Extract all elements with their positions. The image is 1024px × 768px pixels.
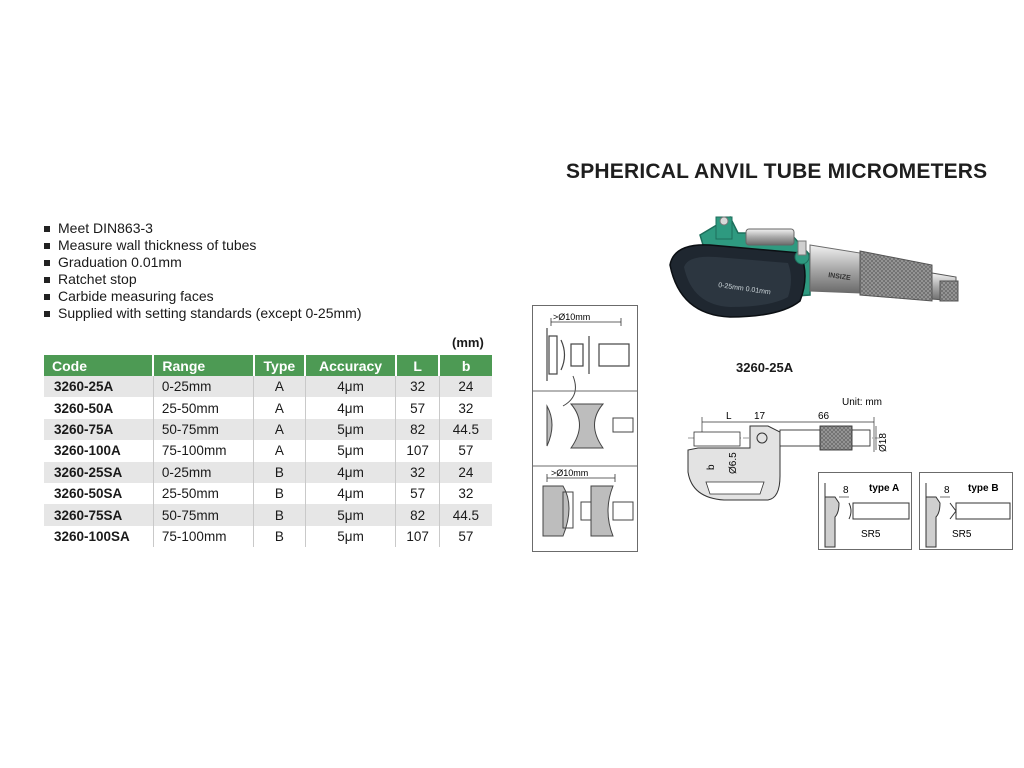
table-row [44, 483, 492, 504]
cell-b: 44.5 [439, 504, 492, 525]
table-row [44, 397, 492, 418]
sleeve [810, 245, 860, 293]
feature-item [44, 220, 361, 237]
thimble [860, 251, 932, 301]
cell-code: 3260-100A [44, 440, 153, 461]
cell-l: 32 [396, 376, 439, 397]
cell-type: A [254, 397, 306, 418]
dim-l: L [726, 411, 732, 422]
cell-code: 3260-100SA [44, 526, 153, 547]
column-header-l: L [396, 355, 439, 376]
bullet-icon [44, 311, 50, 317]
table-row [44, 440, 492, 461]
cell-l: 107 [396, 440, 439, 461]
dim-17: 17 [754, 411, 766, 422]
page-title: SPHERICAL ANVIL TUBE MICROMETERS [566, 160, 988, 183]
type-a-panel [818, 472, 912, 550]
cell-l: 57 [396, 397, 439, 418]
type-a-dim: 8 [843, 485, 849, 496]
feature-text: Carbide measuring faces [58, 288, 214, 304]
feature-text: Meet DIN863-3 [58, 220, 153, 236]
dim-b: b [706, 464, 717, 470]
frame-text: 0-25mm 0.01mm [717, 282, 772, 297]
type-a-label: type A [869, 483, 900, 494]
application-panel [532, 305, 638, 552]
cell-accuracy: 4μm [305, 483, 396, 504]
cell-range: 75-100mm [153, 526, 253, 547]
feature-text: Supplied with setting standards (except 0-25mm) [58, 305, 362, 321]
cell-l: 32 [396, 462, 439, 483]
cell-code: 3260-75A [44, 419, 153, 440]
drawing-unit-label: Unit: mm [842, 397, 882, 408]
table-row [44, 419, 492, 440]
feature-item [44, 254, 361, 271]
dim-66: 66 [818, 411, 830, 422]
cell-code: 3260-75SA [44, 504, 153, 525]
column-header-accuracy: Accuracy [305, 355, 396, 376]
cell-type: B [254, 504, 306, 525]
cell-accuracy: 4μm [305, 376, 396, 397]
cell-type: B [254, 483, 306, 504]
feature-text: Graduation 0.01mm [58, 254, 182, 270]
diameter-label-bottom: >Ø10mm [551, 468, 589, 478]
column-header-code: Code [44, 355, 153, 376]
feature-text: Ratchet stop [58, 271, 137, 287]
cell-code: 3260-50A [44, 397, 153, 418]
feature-item [44, 305, 361, 322]
type-b-panel [919, 472, 1013, 550]
cell-l: 107 [396, 526, 439, 547]
cell-type: B [254, 462, 306, 483]
feature-item [44, 237, 361, 254]
table-unit-label: (mm) [452, 335, 484, 350]
table-row [44, 526, 492, 547]
bullet-icon [44, 260, 50, 266]
cell-type: A [254, 376, 306, 397]
bullet-icon [44, 294, 50, 300]
bullet-icon [44, 243, 50, 249]
application-diagram-1 [533, 312, 637, 406]
cell-range: 50-75mm [153, 419, 253, 440]
type-b-dim: 8 [944, 485, 950, 496]
cell-l: 57 [396, 483, 439, 504]
dim-d65: Ø6.5 [728, 452, 739, 474]
type-b-label: type B [968, 483, 999, 494]
dim-d18: Ø18 [878, 433, 889, 452]
cell-range: 25-50mm [153, 397, 253, 418]
micrometer-photo [660, 205, 980, 355]
brand-text: INSIZE [827, 272, 852, 283]
table-row [44, 462, 492, 483]
column-header-type: Type [254, 355, 306, 376]
cell-accuracy: 5μm [305, 504, 396, 525]
type-a-radius: SR5 [861, 529, 881, 540]
cell-b: 57 [439, 526, 492, 547]
cell-range: 0-25mm [153, 462, 253, 483]
cell-l: 82 [396, 504, 439, 525]
spec-table [44, 355, 492, 547]
cell-accuracy: 4μm [305, 397, 396, 418]
cell-b: 24 [439, 376, 492, 397]
cell-b: 32 [439, 483, 492, 504]
table-header-row [44, 355, 492, 376]
column-header-b: b [439, 355, 492, 376]
cell-code: 3260-25SA [44, 462, 153, 483]
cell-accuracy: 5μm [305, 419, 396, 440]
type-b-radius: SR5 [952, 529, 972, 540]
cell-type: A [254, 440, 306, 461]
feature-list [44, 220, 361, 322]
feature-text: Measure wall thickness of tubes [58, 237, 257, 253]
bullet-icon [44, 226, 50, 232]
photo-caption: 3260-25A [736, 360, 794, 375]
application-diagrams [533, 306, 637, 551]
cell-range: 50-75mm [153, 504, 253, 525]
cell-type: B [254, 526, 306, 547]
table-row [44, 504, 492, 525]
table-row [44, 376, 492, 397]
cell-range: 75-100mm [153, 440, 253, 461]
cell-type: A [254, 419, 306, 440]
feature-item [44, 288, 361, 305]
cell-accuracy: 4μm [305, 462, 396, 483]
cell-b: 24 [439, 462, 492, 483]
application-diagram-3 [543, 468, 633, 536]
application-diagram-2 [533, 404, 637, 466]
cell-b: 32 [439, 397, 492, 418]
diameter-label-top: >Ø10mm [553, 312, 591, 322]
cell-l: 82 [396, 419, 439, 440]
bullet-icon [44, 277, 50, 283]
cell-code: 3260-50SA [44, 483, 153, 504]
cell-code: 3260-25A [44, 376, 153, 397]
column-header-range: Range [153, 355, 253, 376]
cell-range: 25-50mm [153, 483, 253, 504]
cell-accuracy: 5μm [305, 526, 396, 547]
feature-item [44, 271, 361, 288]
cell-b: 57 [439, 440, 492, 461]
cell-b: 44.5 [439, 419, 492, 440]
cell-accuracy: 5μm [305, 440, 396, 461]
cell-range: 0-25mm [153, 376, 253, 397]
